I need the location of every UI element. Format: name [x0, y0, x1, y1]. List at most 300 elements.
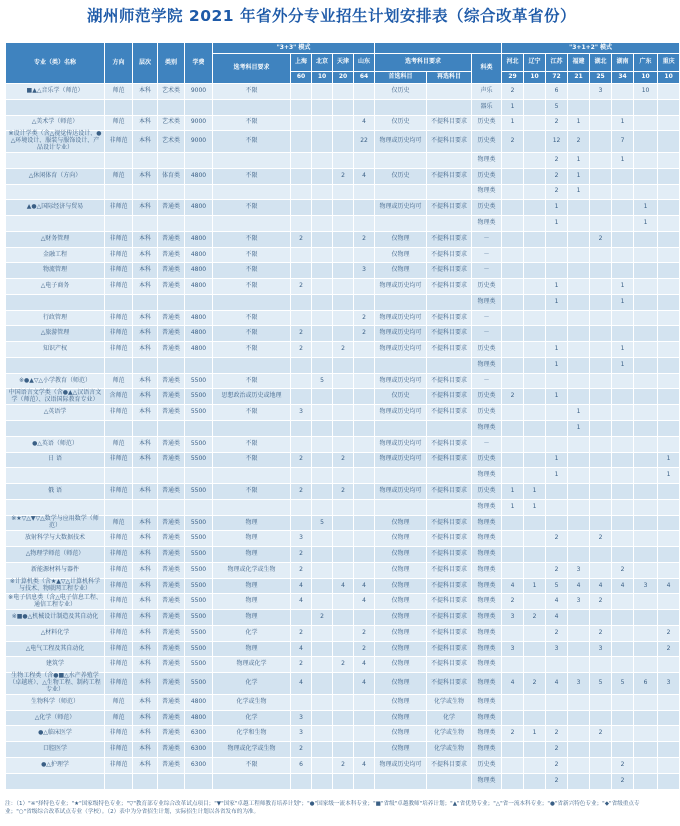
cell-major: △旅游管理 [6, 326, 105, 342]
cell-liaoning [524, 184, 546, 200]
cell-subject-req [213, 468, 291, 484]
cell-direction: 含师范 [105, 389, 133, 405]
cell-category: 艺术类 [158, 115, 185, 131]
cell-liaoning [524, 168, 546, 184]
header-tuition: 学费 [185, 43, 213, 84]
cell-tianjin: 2 [333, 342, 354, 358]
cell-first-req [375, 420, 427, 436]
cell-subject: － [472, 373, 502, 389]
cell-hubei [590, 131, 612, 153]
cell-fujian [568, 484, 590, 500]
table-row [6, 357, 680, 373]
cell-beijing [312, 231, 333, 247]
cell-tianjin [333, 694, 354, 710]
cell-major: ※电子信息类（含△电子信息工程、通信工程专业） [6, 594, 105, 610]
cell-shanghai: 4 [291, 641, 312, 657]
cell-beijing [312, 547, 333, 563]
cell-major [6, 420, 105, 436]
header-first-req: 首选科目 [375, 72, 427, 84]
cell-major: ※设计学类（含△视觉传达设计、●△环境设计、服装与服饰设计、产品设计专业） [6, 131, 105, 153]
cell-beijing [312, 726, 333, 742]
table-row [6, 373, 680, 389]
cell-category: 普通类 [158, 405, 185, 421]
cell-direction: 非师范 [105, 547, 133, 563]
cell-fujian [568, 726, 590, 742]
cell-level: 本科 [133, 405, 158, 421]
cell-hubei [590, 357, 612, 373]
cell-hunan [612, 742, 634, 758]
cell-jiangsu [546, 326, 568, 342]
cell-beijing [312, 310, 333, 326]
cell-first-req: 仅物理 [375, 515, 427, 531]
header-hubei: 湖北 [590, 54, 612, 72]
cell-shandong: 4 [354, 594, 375, 610]
cell-level [133, 499, 158, 515]
cell-second-req: 不提科目要求 [427, 373, 472, 389]
cell-chongqing: 1 [658, 468, 680, 484]
cell-guangdong: 3 [634, 578, 658, 594]
cell-major: 新能源材料与器件 [6, 562, 105, 578]
cell-first-req: 仅历史 [375, 84, 427, 100]
cell-shanghai: 2 [291, 326, 312, 342]
cell-subject-req: 化学或生物 [213, 694, 291, 710]
cell-level: 本科 [133, 515, 158, 531]
cell-beijing [312, 115, 333, 131]
cell-jiangsu [546, 547, 568, 563]
header-subject: 科类 [472, 54, 502, 84]
header-liaoning: 辽宁 [524, 54, 546, 72]
table-row [6, 468, 680, 484]
cell-direction [105, 152, 133, 168]
cell-second-req: 不提科目要求 [427, 757, 472, 773]
cell-fujian [568, 342, 590, 358]
cell-subject-req: 不限 [213, 84, 291, 100]
cell-fujian [568, 389, 590, 405]
cell-subject-req: 不限 [213, 484, 291, 500]
cell-hebei [502, 625, 524, 641]
cell-tianjin [333, 610, 354, 626]
cell-major: 俄 语 [6, 484, 105, 500]
cell-level: 本科 [133, 673, 158, 695]
cell-fujian [568, 531, 590, 547]
cell-jiangsu: 2 [546, 152, 568, 168]
cell-fujian [568, 641, 590, 657]
cell-liaoning [524, 625, 546, 641]
cell-fujian [568, 452, 590, 468]
header-beijing: 北京 [312, 54, 333, 72]
cell-hebei [502, 263, 524, 279]
cell-second-req: 不提科目要求 [427, 547, 472, 563]
cell-chongqing [658, 710, 680, 726]
cell-hebei: 1 [502, 499, 524, 515]
cell-hubei [590, 342, 612, 358]
cell-hubei [590, 742, 612, 758]
cell-tianjin [333, 405, 354, 421]
cell-chongqing [658, 531, 680, 547]
cell-major [6, 184, 105, 200]
cell-hubei: 5 [590, 673, 612, 695]
cell-hebei [502, 773, 524, 789]
cell-second-req: 不提科目要求 [427, 641, 472, 657]
cell-tianjin [333, 152, 354, 168]
cell-chongqing [658, 84, 680, 100]
cell-guangdong [634, 279, 658, 295]
cell-hubei [590, 452, 612, 468]
cell-direction: 非师范 [105, 625, 133, 641]
cell-guangdong [634, 247, 658, 263]
cell-major: △电子商务 [6, 279, 105, 295]
cell-shandong: 2 [354, 625, 375, 641]
cell-major [6, 357, 105, 373]
cell-subject-req: 物理 [213, 578, 291, 594]
cell-level: 本科 [133, 168, 158, 184]
cell-subject-req: 不限 [213, 131, 291, 153]
cell-level: 本科 [133, 547, 158, 563]
cell-shandong [354, 294, 375, 310]
cell-first-req: 仅物理 [375, 742, 427, 758]
cell-hebei [502, 657, 524, 673]
cell-shandong: 3 [354, 263, 375, 279]
cell-subject-req: 不限 [213, 405, 291, 421]
cell-direction: 非师范 [105, 657, 133, 673]
cell-chongqing [658, 184, 680, 200]
cell-shanghai: 4 [291, 673, 312, 695]
cell-hebei: 2 [502, 84, 524, 100]
cell-hubei [590, 99, 612, 115]
cell-chongqing: 2 [658, 641, 680, 657]
cell-subject: 物理类 [472, 216, 502, 232]
cell-subject: 物理类 [472, 594, 502, 610]
cell-chongqing [658, 726, 680, 742]
cell-category: 普通类 [158, 515, 185, 531]
cell-hubei [590, 216, 612, 232]
cell-subject-req: 化学 [213, 673, 291, 695]
header-fujian: 福建 [568, 54, 590, 72]
cell-subject-req: 不限 [213, 247, 291, 263]
cell-tuition [185, 357, 213, 373]
cell-jiangsu: 1 [546, 357, 568, 373]
table-row [6, 247, 680, 263]
header-second-req: 再选科目 [427, 72, 472, 84]
cell-tianjin [333, 468, 354, 484]
cell-liaoning: 1 [524, 499, 546, 515]
table-row [6, 578, 680, 594]
cell-first-req [375, 357, 427, 373]
cell-major: △物理学师范（师范） [6, 547, 105, 563]
cell-subject: 物理类 [472, 468, 502, 484]
cell-major: 金融工程 [6, 247, 105, 263]
cell-chongqing [658, 773, 680, 789]
cell-tuition: 4800 [185, 310, 213, 326]
cell-direction: 非师范 [105, 726, 133, 742]
cell-tianjin [333, 594, 354, 610]
table-body [6, 84, 680, 790]
cell-chongqing: 4 [658, 578, 680, 594]
cell-second-req: 不提科目要求 [427, 231, 472, 247]
cell-second-req: 化学 [427, 710, 472, 726]
cell-guangdong [634, 757, 658, 773]
cell-beijing [312, 452, 333, 468]
cell-major [6, 216, 105, 232]
cell-direction: 非师范 [105, 342, 133, 358]
cell-category: 普通类 [158, 389, 185, 405]
cell-hunan [612, 468, 634, 484]
cell-guangdong [634, 231, 658, 247]
cell-second-req: 不提科目要求 [427, 131, 472, 153]
table-header [6, 43, 680, 84]
cell-fujian: 4 [568, 578, 590, 594]
header-total-chongqing: 10 [658, 72, 680, 84]
cell-beijing: 2 [312, 610, 333, 626]
cell-hunan: 1 [612, 279, 634, 295]
cell-tianjin [333, 247, 354, 263]
cell-subject: 历史类 [472, 757, 502, 773]
cell-fujian [568, 610, 590, 626]
header-total-guangdong: 10 [634, 72, 658, 84]
cell-level: 本科 [133, 263, 158, 279]
cell-guangdong [634, 547, 658, 563]
cell-tuition: 4800 [185, 263, 213, 279]
cell-shanghai [291, 310, 312, 326]
cell-tianjin: 2 [333, 452, 354, 468]
cell-direction: 非师范 [105, 594, 133, 610]
table-row [6, 436, 680, 452]
cell-hebei [502, 231, 524, 247]
cell-major: 中国语言文学类（含●▲△汉语言文学（师范）、汉语国际教育专业） [6, 389, 105, 405]
cell-shandong [354, 515, 375, 531]
cell-level [133, 184, 158, 200]
cell-jiangsu [546, 247, 568, 263]
cell-tuition: 4800 [185, 694, 213, 710]
cell-jiangsu [546, 373, 568, 389]
cell-liaoning [524, 152, 546, 168]
cell-chongqing [658, 231, 680, 247]
cell-hubei [590, 547, 612, 563]
cell-chongqing [658, 657, 680, 673]
cell-jiangsu: 4 [546, 594, 568, 610]
cell-subject-req: 不限 [213, 342, 291, 358]
cell-shandong [354, 184, 375, 200]
cell-fujian [568, 547, 590, 563]
cell-category: 普通类 [158, 710, 185, 726]
cell-first-req [375, 499, 427, 515]
cell-major [6, 468, 105, 484]
cell-liaoning [524, 84, 546, 100]
cell-fujian [568, 310, 590, 326]
cell-hebei: 2 [502, 594, 524, 610]
cell-chongqing [658, 742, 680, 758]
cell-major [6, 773, 105, 789]
cell-level: 本科 [133, 531, 158, 547]
cell-hunan [612, 547, 634, 563]
cell-guangdong [634, 436, 658, 452]
cell-second-req: 不提科目要求 [427, 168, 472, 184]
cell-subject-req: 不限 [213, 452, 291, 468]
cell-hebei [502, 531, 524, 547]
cell-beijing [312, 184, 333, 200]
cell-fujian [568, 515, 590, 531]
cell-hubei [590, 610, 612, 626]
cell-direction: 师范 [105, 115, 133, 131]
cell-beijing [312, 694, 333, 710]
cell-tuition: 4800 [185, 710, 213, 726]
cell-shandong [354, 499, 375, 515]
cell-second-req: 不提科目要求 [427, 326, 472, 342]
cell-first-req: 物理或历史均可 [375, 326, 427, 342]
cell-beijing [312, 99, 333, 115]
cell-category: 普通类 [158, 231, 185, 247]
cell-major: ※■●△机械设计制造及其自动化 [6, 610, 105, 626]
cell-fujian: 1 [568, 115, 590, 131]
enrollment-table [5, 42, 680, 790]
cell-tuition [185, 773, 213, 789]
cell-subject-req: 物理 [213, 515, 291, 531]
cell-direction [105, 773, 133, 789]
table-row [6, 726, 680, 742]
cell-hubei [590, 562, 612, 578]
cell-fujian [568, 657, 590, 673]
cell-liaoning [524, 641, 546, 657]
cell-second-req [427, 468, 472, 484]
cell-tianjin [333, 294, 354, 310]
header-chongqing: 重庆 [658, 54, 680, 72]
table-row [6, 641, 680, 657]
table-row [6, 420, 680, 436]
cell-beijing [312, 326, 333, 342]
cell-subject-req [213, 420, 291, 436]
cell-hubei [590, 484, 612, 500]
cell-beijing [312, 757, 333, 773]
table-row [6, 263, 680, 279]
cell-hebei [502, 294, 524, 310]
cell-level [133, 357, 158, 373]
cell-tianjin [333, 131, 354, 153]
cell-hunan: 4 [612, 578, 634, 594]
cell-first-req: 物理或历史均可 [375, 373, 427, 389]
cell-first-req: 仅物理 [375, 562, 427, 578]
cell-second-req [427, 152, 472, 168]
cell-fujian [568, 499, 590, 515]
cell-hebei [502, 247, 524, 263]
cell-hunan: 1 [612, 152, 634, 168]
cell-category: 普通类 [158, 757, 185, 773]
cell-tuition [185, 99, 213, 115]
table-row [6, 452, 680, 468]
cell-tianjin [333, 562, 354, 578]
cell-tuition: 4800 [185, 326, 213, 342]
cell-first-req: 仅物理 [375, 673, 427, 695]
cell-shandong: 4 [354, 757, 375, 773]
cell-liaoning [524, 594, 546, 610]
cell-shanghai: 2 [291, 452, 312, 468]
cell-category [158, 152, 185, 168]
cell-hebei [502, 757, 524, 773]
table-row [6, 294, 680, 310]
cell-tianjin [333, 742, 354, 758]
cell-shanghai: 2 [291, 657, 312, 673]
table-row [6, 673, 680, 695]
cell-shandong [354, 710, 375, 726]
cell-subject-req [213, 216, 291, 232]
cell-first-req: 物理或历史均可 [375, 279, 427, 295]
cell-tianjin [333, 184, 354, 200]
cell-tuition: 5500 [185, 531, 213, 547]
cell-direction: 非师范 [105, 452, 133, 468]
table-row [6, 99, 680, 115]
cell-subject-req [213, 499, 291, 515]
cell-jiangsu: 1 [546, 216, 568, 232]
cell-hubei [590, 279, 612, 295]
cell-tuition [185, 294, 213, 310]
cell-tianjin: 2 [333, 168, 354, 184]
cell-hubei [590, 294, 612, 310]
cell-direction: 师范 [105, 515, 133, 531]
cell-liaoning [524, 342, 546, 358]
cell-first-req: 仅物理 [375, 263, 427, 279]
header-total-beijing: 10 [312, 72, 333, 84]
cell-direction [105, 216, 133, 232]
cell-shanghai [291, 131, 312, 153]
table-row [6, 405, 680, 421]
cell-category: 普通类 [158, 326, 185, 342]
cell-direction [105, 468, 133, 484]
cell-hubei: 2 [590, 531, 612, 547]
cell-hebei [502, 436, 524, 452]
cell-liaoning [524, 373, 546, 389]
cell-liaoning [524, 405, 546, 421]
cell-liaoning: 2 [524, 610, 546, 626]
cell-category: 普通类 [158, 673, 185, 695]
cell-shandong [354, 531, 375, 547]
cell-category [158, 294, 185, 310]
cell-guangdong [634, 115, 658, 131]
cell-major: △电气工程及其自动化 [6, 641, 105, 657]
cell-subject-req: 物理 [213, 641, 291, 657]
cell-guangdong [634, 625, 658, 641]
header-group-312: "3+1+2" 模式 [502, 43, 680, 54]
cell-direction [105, 357, 133, 373]
cell-level: 本科 [133, 578, 158, 594]
cell-jiangsu: 12 [546, 131, 568, 153]
cell-tianjin [333, 279, 354, 295]
cell-category: 普通类 [158, 484, 185, 500]
cell-shandong [354, 742, 375, 758]
cell-hubei: 2 [590, 594, 612, 610]
cell-guangdong [634, 726, 658, 742]
header-total-liaoning: 10 [524, 72, 546, 84]
cell-hunan [612, 436, 634, 452]
cell-direction: 非师范 [105, 757, 133, 773]
cell-guangdong [634, 452, 658, 468]
cell-shandong [354, 420, 375, 436]
cell-hubei [590, 499, 612, 515]
cell-shandong [354, 773, 375, 789]
cell-shandong [354, 84, 375, 100]
cell-guangdong: 6 [634, 673, 658, 695]
cell-liaoning [524, 263, 546, 279]
cell-guangdong [634, 742, 658, 758]
cell-tuition [185, 499, 213, 515]
cell-liaoning [524, 294, 546, 310]
cell-direction: 非师范 [105, 484, 133, 500]
cell-major: △休闲体育（方向） [6, 168, 105, 184]
table-row [6, 610, 680, 626]
cell-hubei [590, 263, 612, 279]
cell-shandong [354, 342, 375, 358]
cell-shanghai [291, 263, 312, 279]
cell-hebei [502, 373, 524, 389]
cell-jiangsu: 2 [546, 531, 568, 547]
